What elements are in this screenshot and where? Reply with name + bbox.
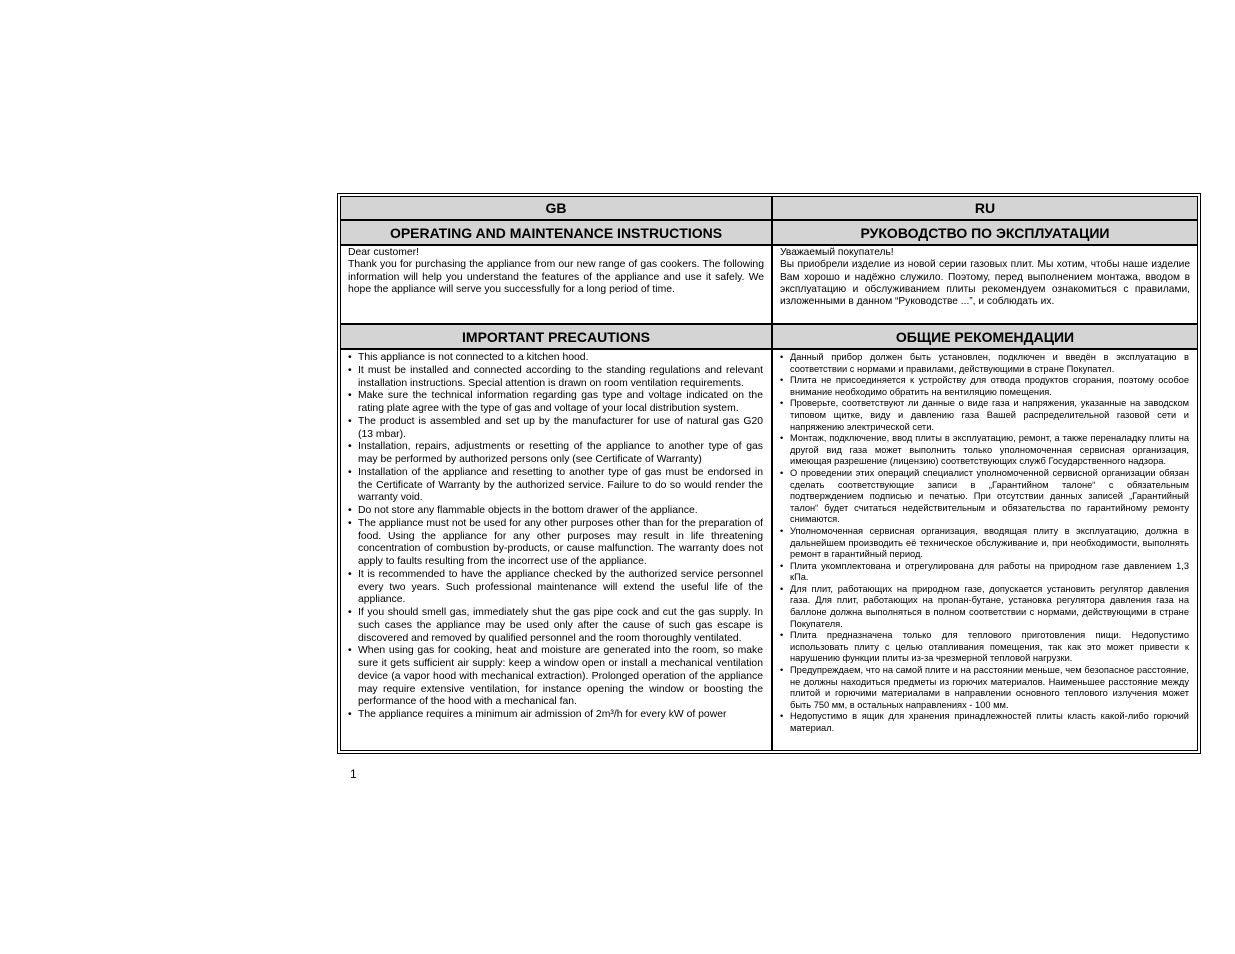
list-item: • Make sure the technical information regarding gas type and voltage indicated on the rating plate agree with the type of gas and voltage of your local distribution system. — [348, 390, 763, 416]
list-item: • Данный прибор должен быть установлен, подключен и введён в эксплуатацию в соответствии с нормами и правилами, действующими в стране Покупател. — [780, 352, 1189, 375]
intro-gb — [341, 246, 771, 323]
list-item: • Installation, repairs, adjustments or resetting of the appliance to another type of gas may be performed by authorized persons only (see Certificate of Warranty) — [348, 441, 763, 467]
list-item: • The product is assembled and set up by the manufacturer for use of natural gas G20 (13 mbar). — [348, 416, 763, 442]
list-item: • The appliance requires a minimum air admission of 2m³/h for every kW of power — [348, 709, 763, 722]
section-title-ru: ОБЩИЕ РЕКОМЕНДАЦИИ — [773, 325, 1197, 348]
precautions-gb — [341, 350, 771, 750]
title-gb: OPERATING AND MAINTENANCE INSTRUCTIONS — [341, 221, 771, 244]
intro-text-ru: Вы приобрели изделие из новой серии газовых плит. Мы хотим, чтобы наше изделие Вам хорошо и надёжно служило. Поэтому, перед выполнением монтажа, вводом в эксплуатацию и обслуживанием плиты рекомендуем ознакомиться с правилами, изложенными в данном “Руководстве ...”, и соблюдать их. — [780, 259, 1190, 308]
lang-header-ru: RU — [773, 197, 1197, 219]
intro-text-gb: Thank you for purchasing the appliance from our new range of gas cookers. The following information will help you understand the features of the appliance and use it safely. We hope the appliance will serve you successfully for a long period of time. — [348, 259, 764, 295]
list-item: • Плита предназначена только для теплового приготовления пищи. Недопустимо использовать плиту с целью отапливания помещения, так как это может привести к нарушению функции плиты из-за чрезмерной тепловой нагрузки. — [780, 630, 1189, 665]
title-ru: РУКОВОДСТВО ПО ЭКСПЛУАТАЦИИ — [773, 221, 1197, 244]
lang-header-gb: GB — [341, 197, 771, 219]
precautions-ru — [773, 350, 1197, 750]
list-item: • Installation of the appliance and resetting to another type of gas must be endorsed in the Certificate of Warranty by the authorized service. Failure to do so would render the warranty void. — [348, 467, 763, 505]
list-item: • When using gas for cooking, heat and moisture are generated into the room, so make sure it gets sufficient air supply: keep a window open or install a mechanical ventilation device (a vapor hood with mechanical extraction). Prolonged operation of the appliance may require extensive ventilation, for instance opening the window or boosting the performance of the hood with a mechanical fan. — [348, 645, 763, 709]
list-item: • This appliance is not connected to a kitchen hood. — [348, 352, 763, 365]
list-item: • Уполномоченная сервисная организация, вводящая плиту в эксплуатацию, должна в дальнейшем производить её техническое обслуживание и, при необходимости, выполнять ремонт в гарантийный период. — [780, 526, 1189, 561]
list-item: • Монтаж, подключение, ввод плиты в эксплуатацию, ремонт, а также переналадку плиты на другой вид газа может выполнить только уполномоченная сервисная организация, имеющая разрешение (лицензию) соответствующих служб Государственного надзора. — [780, 433, 1189, 468]
greeting-ru: Уважаемый покупатель! — [780, 247, 894, 258]
list-item: • Недопустимо в ящик для хранения принадлежностей плиты класть какой-либо горючий материал. — [780, 711, 1189, 734]
list-item: • The appliance must not be used for any other purposes other than for the preparation of food. Using the appliance for any other purposes may result in life threatening concentration of combustion by-products, or cause malfunction. The warranty does not apply to faults resulting from the incorrect use of the appliance. — [348, 518, 763, 569]
list-item: • О проведении этих операций специалист уполномоченной сервисной организации обязан сделать соответствующие записи в „Гарантийном талоне“ с обязательным подтверждением подписью и печатью. При отсутствии данных записей „Гарантийный талон“ будет считаться недействительным и обязательства по гарантийному ремонту снимаются. — [780, 468, 1189, 526]
section-title-gb: IMPORTANT PRECAUTIONS — [341, 325, 771, 348]
list-item: • Do not store any flammable objects in the bottom drawer of the appliance. — [348, 505, 763, 518]
page-number: 1 — [350, 767, 357, 781]
instructions-table — [337, 193, 1201, 754]
list-item: • It must be installed and connected according to the standing regulations and relevant installation instructions. Special attention is drawn on room ventilation requirements. — [348, 365, 763, 391]
list-item: • It is recommended to have the appliance checked by the authorized service personnel every two years. Such professional maintenance will extend the useful life of the appliance. — [348, 569, 763, 607]
list-item: • Проверьте, соответствуют ли данные о виде газа и напряжения, указанные на заводском типовом щитке, виду и давлению газа Вашей распределительной газовой сети и напряжению электрической сети. — [780, 398, 1189, 433]
list-item: • Предупреждаем, что на самой плите и на расстоянии меньше, чем безопасное расстояние, не должны находиться предметы из горючих материалов. Наименьшее расстояние между плитой и горючими материалами в направлении основного теплового излучения может быть 750 мм, в остальных направлениях - 100 мм. — [780, 665, 1189, 711]
greeting-gb: Dear customer! — [348, 247, 420, 258]
list-item: • Плита укомплектована и отрегулирована для работы на природном газе давлением 1,3 кПа. — [780, 561, 1189, 584]
intro-ru — [773, 246, 1197, 323]
list-item: • Для плит, работающих на природном газе, допускается установить регулятор давления газа. Для плит, работающих на пропан-бутане, установка регулятора давления газа на баллоне должна выполняться в полном соответствии с нормами, действующими в стране Покупателя. — [780, 584, 1189, 630]
list-item: • If you should smell gas, immediately shut the gas pipe cock and cut the gas supply. In such cases the appliance may be used only after the cause of such gas escape is discovered and removed by qualified personnel and the room thoroughly ventilated. — [348, 607, 763, 645]
list-item: • Плита не присоединяется к устройству для отвода продуктов сгорания, поэтому особое внимание необходимо обратить на вентиляцию помещения. — [780, 375, 1189, 398]
